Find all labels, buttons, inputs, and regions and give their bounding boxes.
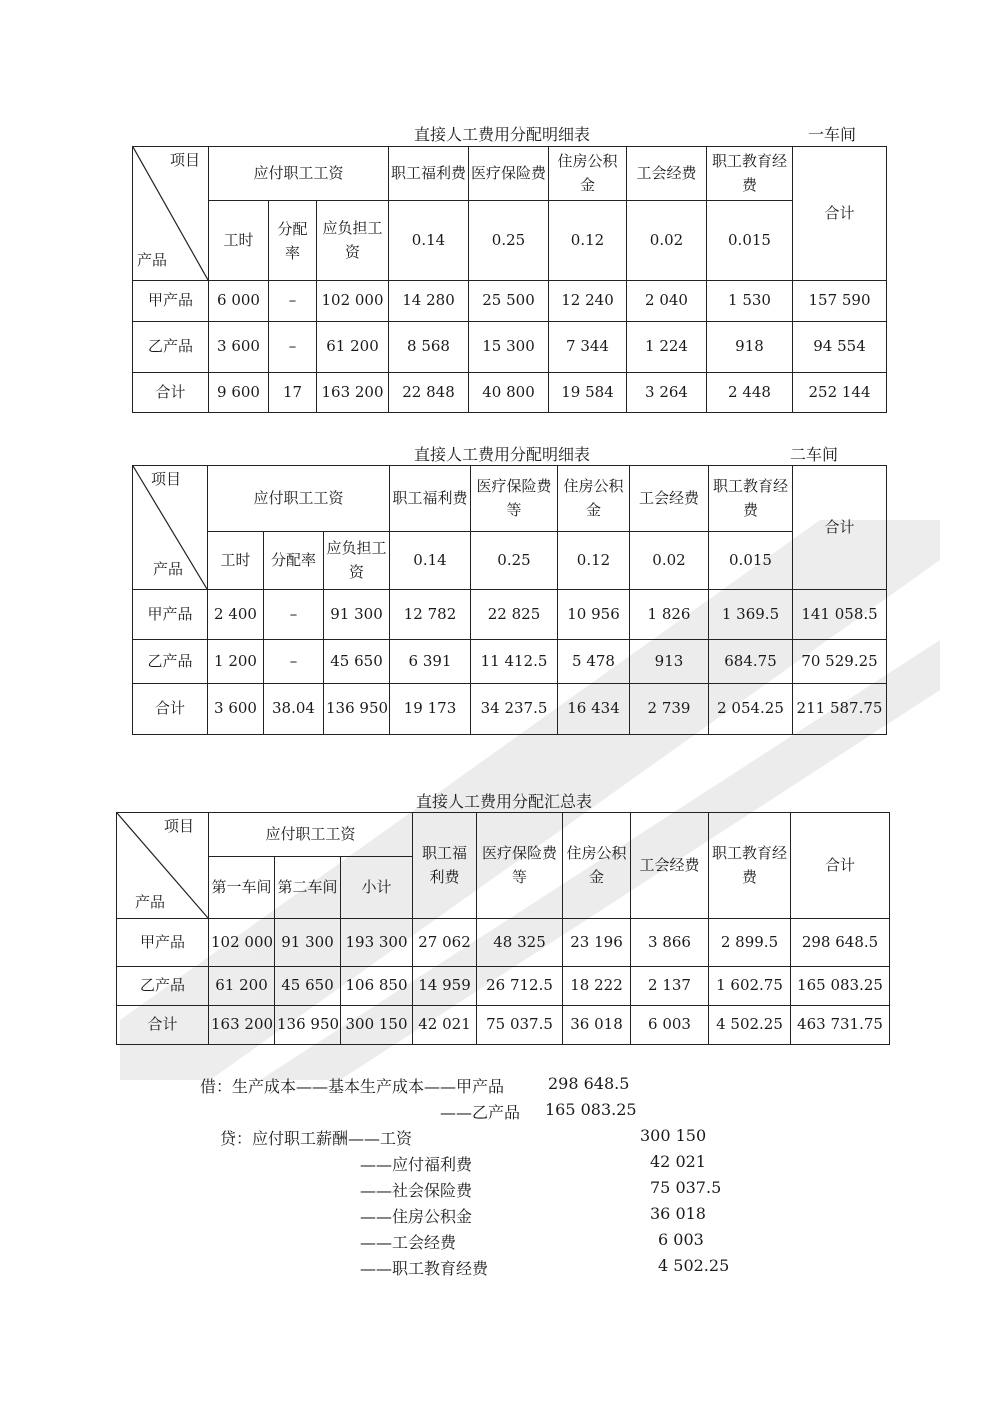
- summary-col-ws2: 第二车间: [275, 857, 341, 919]
- summary-cell: 27 062: [413, 919, 477, 967]
- credit-item-label: ——工会经费: [360, 1233, 457, 1252]
- table1-rate-welfare: 0.14: [389, 201, 469, 281]
- summary-cell: 102 000: [209, 919, 275, 967]
- table2-diagonal-header: [133, 466, 208, 590]
- table1-cell: 918: [707, 322, 793, 373]
- table1-cell: 40 800: [469, 373, 549, 413]
- table2-cell: 1 369.5: [709, 590, 793, 640]
- table2-col-hours: 工时: [208, 532, 264, 590]
- table1-cell: 1 530: [707, 281, 793, 322]
- credit-item-label: ——社会保险费: [360, 1181, 473, 1200]
- table2-row-label: 乙产品: [133, 640, 208, 684]
- credit-item-label: ——住房公积金: [360, 1207, 473, 1226]
- table2-cell: 2 054.25: [709, 684, 793, 735]
- credit-item-amount: 75 037.5: [650, 1178, 722, 1197]
- table2-cell: 1 200: [208, 640, 264, 684]
- summary-cell: 1 602.75: [709, 967, 791, 1006]
- summary-col-housing: 住房公积金: [563, 813, 631, 919]
- summary-row: [117, 1006, 890, 1045]
- summary-col-wage-group: 应付职工工资: [209, 813, 413, 857]
- table2-col-union: 工会经费: [630, 466, 709, 532]
- summary-cell: 298 648.5: [791, 919, 890, 967]
- header-item-label: 项目: [169, 151, 200, 169]
- table2-row-label: 合计: [133, 684, 208, 735]
- table1-cell: 3 600: [209, 322, 269, 373]
- table2-rate-housing: 0.12: [558, 532, 630, 590]
- table1-cell: 17: [269, 373, 317, 413]
- table1-col-wage-group: 应付职工工资: [209, 147, 389, 201]
- summary-col-ws1: 第一车间: [209, 857, 275, 919]
- summary-cell: 2 137: [631, 967, 709, 1006]
- credit-item-label: ——职工教育经费: [360, 1259, 489, 1278]
- table2-row: [133, 590, 887, 640]
- table1-row-label: 合计: [133, 373, 209, 413]
- header-product-label: 产品: [135, 892, 166, 911]
- summary-col-insurance: 医疗保险费等: [477, 813, 563, 919]
- table1-cell: 102 000: [317, 281, 389, 322]
- credit-amount: 300 150: [640, 1126, 707, 1145]
- table2-cell: 913: [630, 640, 709, 684]
- table2-cell: 22 825: [471, 590, 558, 640]
- summary-cell: 163 200: [209, 1006, 275, 1045]
- table1-col-union: 工会经费: [627, 147, 707, 201]
- table1-cell: –: [269, 281, 317, 322]
- table2-cell: 16 434: [558, 684, 630, 735]
- table1-cell: 6 000: [209, 281, 269, 322]
- table2-col-insurance: 医疗保险费等: [471, 466, 558, 532]
- table1-cell: –: [269, 322, 317, 373]
- debit-line: 借：生产成本——基本生产成本——甲产品: [200, 1077, 505, 1096]
- table2-cell: 19 173: [390, 684, 471, 735]
- table2-col-total: 合计: [793, 466, 887, 590]
- debit-amount: 298 648.5: [548, 1074, 630, 1093]
- table1-cell: 7 344: [549, 322, 627, 373]
- summary-cell: 61 200: [209, 967, 275, 1006]
- table1-cell: 25 500: [469, 281, 549, 322]
- table1-cell: 1 224: [627, 322, 707, 373]
- table2-cell: 684.75: [709, 640, 793, 684]
- table1-cell: 22 848: [389, 373, 469, 413]
- summary-cell: 75 037.5: [477, 1006, 563, 1045]
- table1-cell: 163 200: [317, 373, 389, 413]
- summary-row: [117, 919, 890, 967]
- table1-cell: 2 448: [707, 373, 793, 413]
- summary-cell: 26 712.5: [477, 967, 563, 1006]
- table2-cell: 45 650: [324, 640, 390, 684]
- credit-item-amount: 36 018: [650, 1204, 706, 1223]
- summary-row-label: 合计: [117, 1006, 209, 1045]
- table2-cell: 6 391: [390, 640, 471, 684]
- table2-rate-insurance: 0.25: [471, 532, 558, 590]
- summary-cell: 42 021: [413, 1006, 477, 1045]
- summary-row: [117, 967, 890, 1006]
- header-product-label: 产品: [137, 250, 168, 269]
- table2-col-wage: 应负担工资: [324, 532, 390, 590]
- table2: [132, 465, 887, 735]
- credit-item-amount: 42 021: [650, 1152, 706, 1171]
- table1-col-total: 合计: [793, 147, 887, 281]
- summary-cell: 4 502.25: [709, 1006, 791, 1045]
- summary-row-label: 乙产品: [117, 967, 209, 1006]
- summary-diagonal-header: [117, 813, 209, 919]
- summary-col-edu: 职工教育经费: [709, 813, 791, 919]
- summary-cell: 165 083.25: [791, 967, 890, 1006]
- table2-cell: 10 956: [558, 590, 630, 640]
- header-item-label: 项目: [163, 817, 194, 835]
- table1-cell: 2 040: [627, 281, 707, 322]
- table1-cell: 15 300: [469, 322, 549, 373]
- table1: [132, 146, 887, 413]
- summary-col-total: 合计: [791, 813, 890, 919]
- table1-row: [133, 281, 887, 322]
- table1-col-housing: 住房公积金: [549, 147, 627, 201]
- table2-title: 直接人工费用分配明细表: [414, 445, 591, 464]
- table1-workshop: 一车间: [808, 125, 857, 144]
- summary-cell: 45 650: [275, 967, 341, 1006]
- summary-cell: 2 899.5: [709, 919, 791, 967]
- summary-cell: 300 150: [341, 1006, 413, 1045]
- table2-cell: 3 600: [208, 684, 264, 735]
- credit-line: 贷：应付职工薪酬——工资: [220, 1129, 413, 1148]
- table1-col-rate: 分配率: [269, 201, 317, 281]
- table1-row: [133, 373, 887, 413]
- table1-cell: 157 590: [793, 281, 887, 322]
- credit-item-label: ——应付福利费: [360, 1155, 473, 1174]
- summary-col-welfare: 职工福利费: [413, 813, 477, 919]
- summary-cell: 106 850: [341, 967, 413, 1006]
- summary-row-label: 甲产品: [117, 919, 209, 967]
- table1-cell: 9 600: [209, 373, 269, 413]
- table2-cell: 2 739: [630, 684, 709, 735]
- header-item-label: 项目: [151, 470, 182, 488]
- summary-cell: 48 325: [477, 919, 563, 967]
- summary-cell: 23 196: [563, 919, 631, 967]
- table1-cell: 19 584: [549, 373, 627, 413]
- table1-row-label: 甲产品: [133, 281, 209, 322]
- table1-rate-insurance: 0.25: [469, 201, 549, 281]
- summary-cell: 36 018: [563, 1006, 631, 1045]
- table1-col-wage: 应负担工资: [317, 201, 389, 281]
- table2-cell: 11 412.5: [471, 640, 558, 684]
- table1-title: 直接人工费用分配明细表: [414, 125, 591, 144]
- table2-cell: 2 400: [208, 590, 264, 640]
- table1-diagonal-header: [133, 147, 209, 281]
- table1-cell: 14 280: [389, 281, 469, 322]
- credit-item-amount: 4 502.25: [658, 1256, 730, 1275]
- table2-rate-welfare: 0.14: [390, 532, 471, 590]
- table1-rate-housing: 0.12: [549, 201, 627, 281]
- debit2-amount: 165 083.25: [545, 1100, 637, 1119]
- table1-cell: 3 264: [627, 373, 707, 413]
- table2-rate-union: 0.02: [630, 532, 709, 590]
- table2-workshop: 二车间: [790, 445, 839, 464]
- table1-col-insurance: 医疗保险费: [469, 147, 549, 201]
- summary-cell: 3 866: [631, 919, 709, 967]
- summary-cell: 14 959: [413, 967, 477, 1006]
- table1-rate-union: 0.02: [627, 201, 707, 281]
- table1-cell: 12 240: [549, 281, 627, 322]
- table2-col-welfare: 职工福利费: [390, 466, 471, 532]
- table2-cell: 70 529.25: [793, 640, 887, 684]
- summary-table: [116, 812, 890, 1045]
- table2-rate-edu: 0.015: [709, 532, 793, 590]
- table1-cell: 94 554: [793, 322, 887, 373]
- table2-col-edu: 职工教育经费: [709, 466, 793, 532]
- table1-cell: 8 568: [389, 322, 469, 373]
- credit-item-amount: 6 003: [658, 1230, 704, 1249]
- summary-cell: 193 300: [341, 919, 413, 967]
- table2-cell: 141 058.5: [793, 590, 887, 640]
- table2-cell: 1 826: [630, 590, 709, 640]
- table1-col-hours: 工时: [209, 201, 269, 281]
- table2-row: [133, 684, 887, 735]
- table2-cell: 34 237.5: [471, 684, 558, 735]
- summary-cell: 18 222: [563, 967, 631, 1006]
- table1-rate-edu: 0.015: [707, 201, 793, 281]
- table2-cell: 211 587.75: [793, 684, 887, 735]
- table2-cell: –: [264, 640, 324, 684]
- summary-cell: 6 003: [631, 1006, 709, 1045]
- debit2-line: ——乙产品: [440, 1103, 521, 1122]
- table1-cell: 252 144: [793, 373, 887, 413]
- header-product-label: 产品: [153, 559, 184, 578]
- table1-col-welfare: 职工福利费: [389, 147, 469, 201]
- table1-col-edu: 职工教育经费: [707, 147, 793, 201]
- table2-cell: 136 950: [324, 684, 390, 735]
- summary-title: 直接人工费用分配汇总表: [416, 792, 593, 811]
- table2-cell: 38.04: [264, 684, 324, 735]
- table1-cell: 61 200: [317, 322, 389, 373]
- table2-col-housing: 住房公积金: [558, 466, 630, 532]
- table2-row: [133, 640, 887, 684]
- table2-cell: –: [264, 590, 324, 640]
- summary-cell: 91 300: [275, 919, 341, 967]
- table2-row-label: 甲产品: [133, 590, 208, 640]
- summary-cell: 463 731.75: [791, 1006, 890, 1045]
- summary-col-union: 工会经费: [631, 813, 709, 919]
- table2-cell: 12 782: [390, 590, 471, 640]
- table2-col-rate: 分配率: [264, 532, 324, 590]
- table2-cell: 91 300: [324, 590, 390, 640]
- summary-col-subtotal: 小计: [341, 857, 413, 919]
- table1-row-label: 乙产品: [133, 322, 209, 373]
- table1-row: [133, 322, 887, 373]
- table2-cell: 5 478: [558, 640, 630, 684]
- summary-cell: 136 950: [275, 1006, 341, 1045]
- table2-col-wage-group: 应付职工工资: [208, 466, 390, 532]
